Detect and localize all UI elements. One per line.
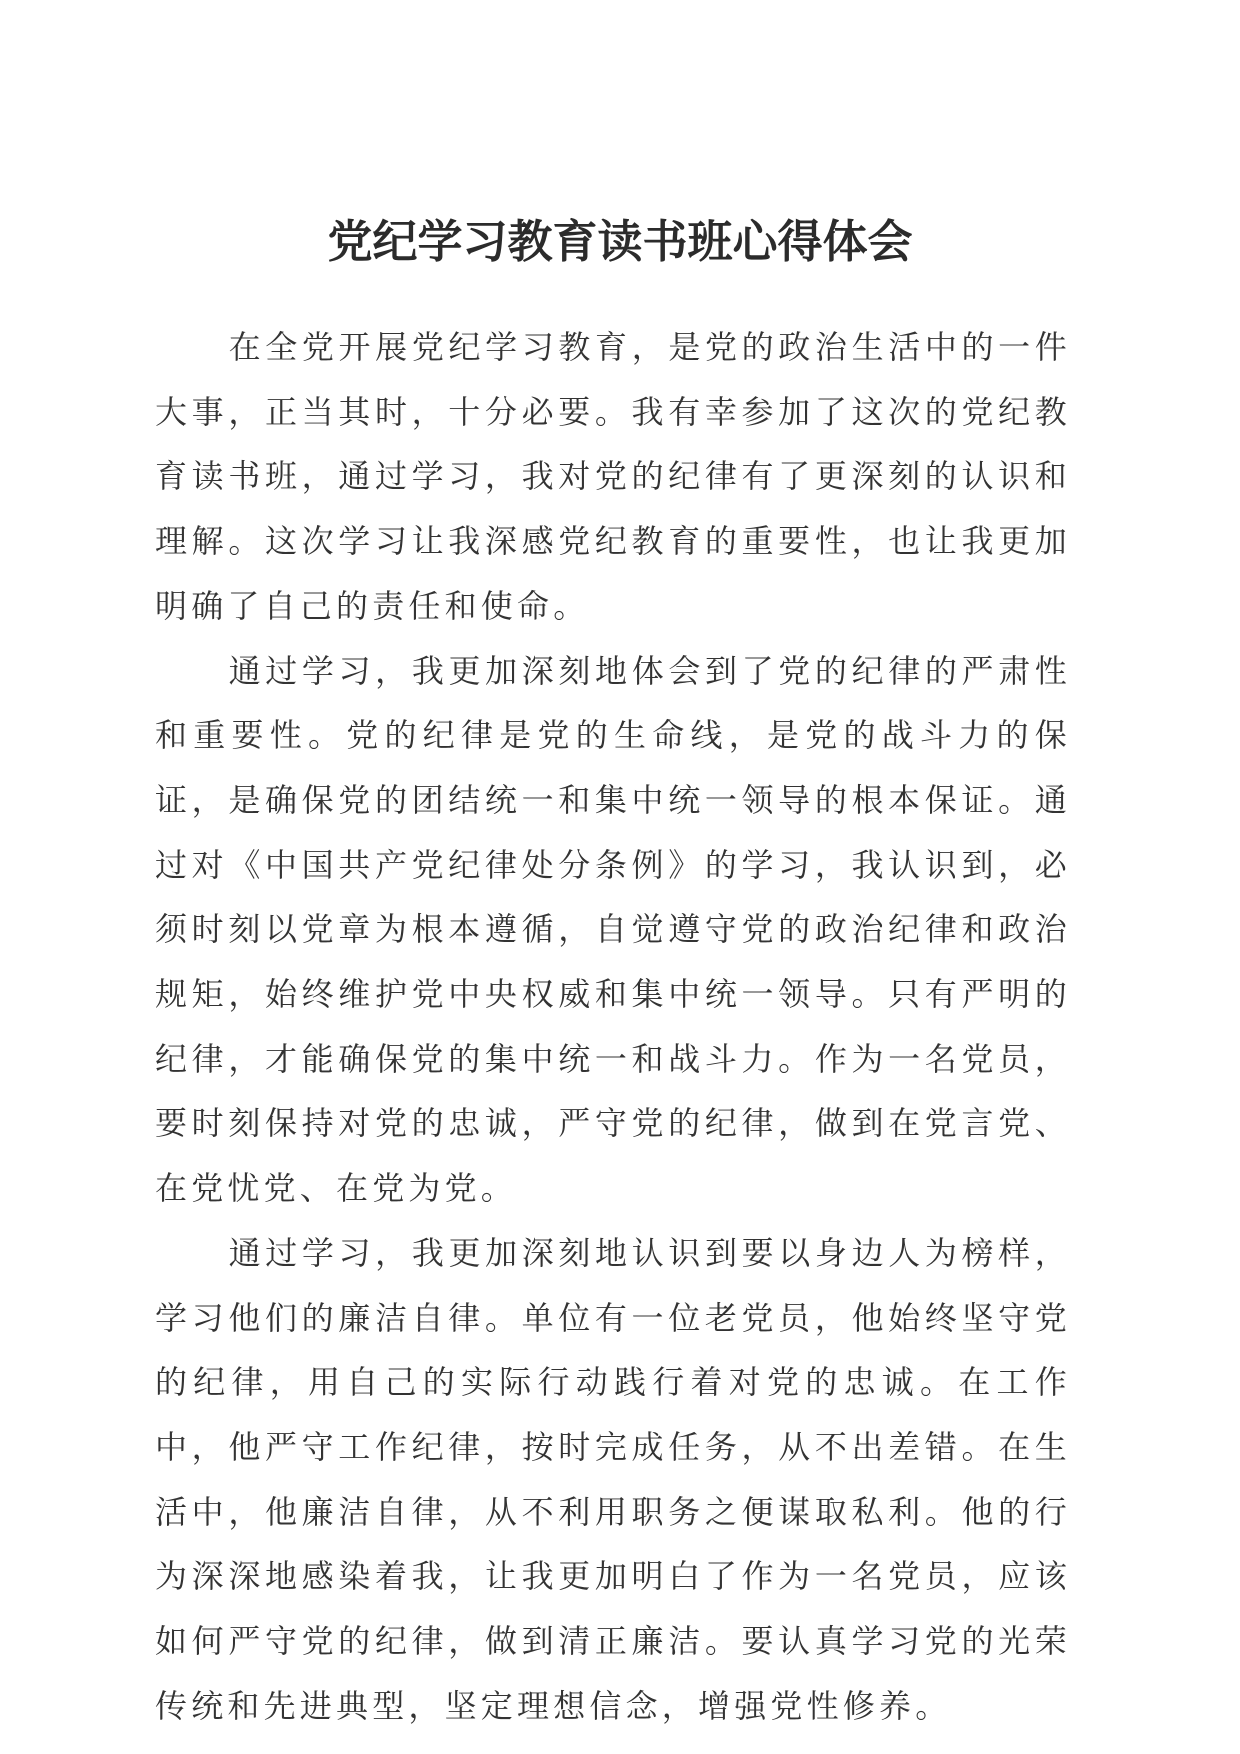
paragraph-2: 通过学习，我更加深刻地体会到了党的纪律的严肃性和重要性。党的纪律是党的生命线，是党的战斗力的保证，是确保党的团结统一和集中统一领导的根本保证。通过对《中国共产党纪律处分条例》的学习，我认识到，必须时刻以党章为根本遵循，自觉遵守党的政治纪律和政治规矩，始终维护党中央权威和集中统一领导。只有严明的纪律，才能确保党的集中统一和战斗力。作为一名党员，要时刻保持对党的忠诚，严守党的纪律，做到在党言党、在党忧党、在党为党。 bbox=[155, 651, 1071, 1208]
document-body bbox=[155, 315, 1071, 1738]
paragraph-1: 在全党开展党纪学习教育，是党的政治生活中的一件大事，正当其时，十分必要。我有幸参加了这次的党纪教育读书班，通过学习，我对党的纪律有了更深刻的认识和理解。这次学习让我深感党纪教育的重要性，也让我更加明确了自己的责任和使命。 bbox=[155, 328, 1071, 625]
paragraph-3: 通过学习，我更加深刻地认识到要以身边人为榜样，学习他们的廉洁自律。单位有一位老党员，他始终坚守党的纪律，用自己的实际行动践行着对党的忠诚。在工作中，他严守工作纪律，按时完成任务，从不出差错。在生活中，他廉洁自律，从不利用职务之便谋取私利。他的行为深深地感染着我，让我更加明白了作为一名党员，应该如何严守党的纪律，做到清正廉洁。要认真学习党的光荣传统和先进典型，坚定理想信念，增强党性修养。 bbox=[155, 1233, 1071, 1725]
document-title: 党纪学习教育读书班心得体会 bbox=[327, 215, 913, 268]
